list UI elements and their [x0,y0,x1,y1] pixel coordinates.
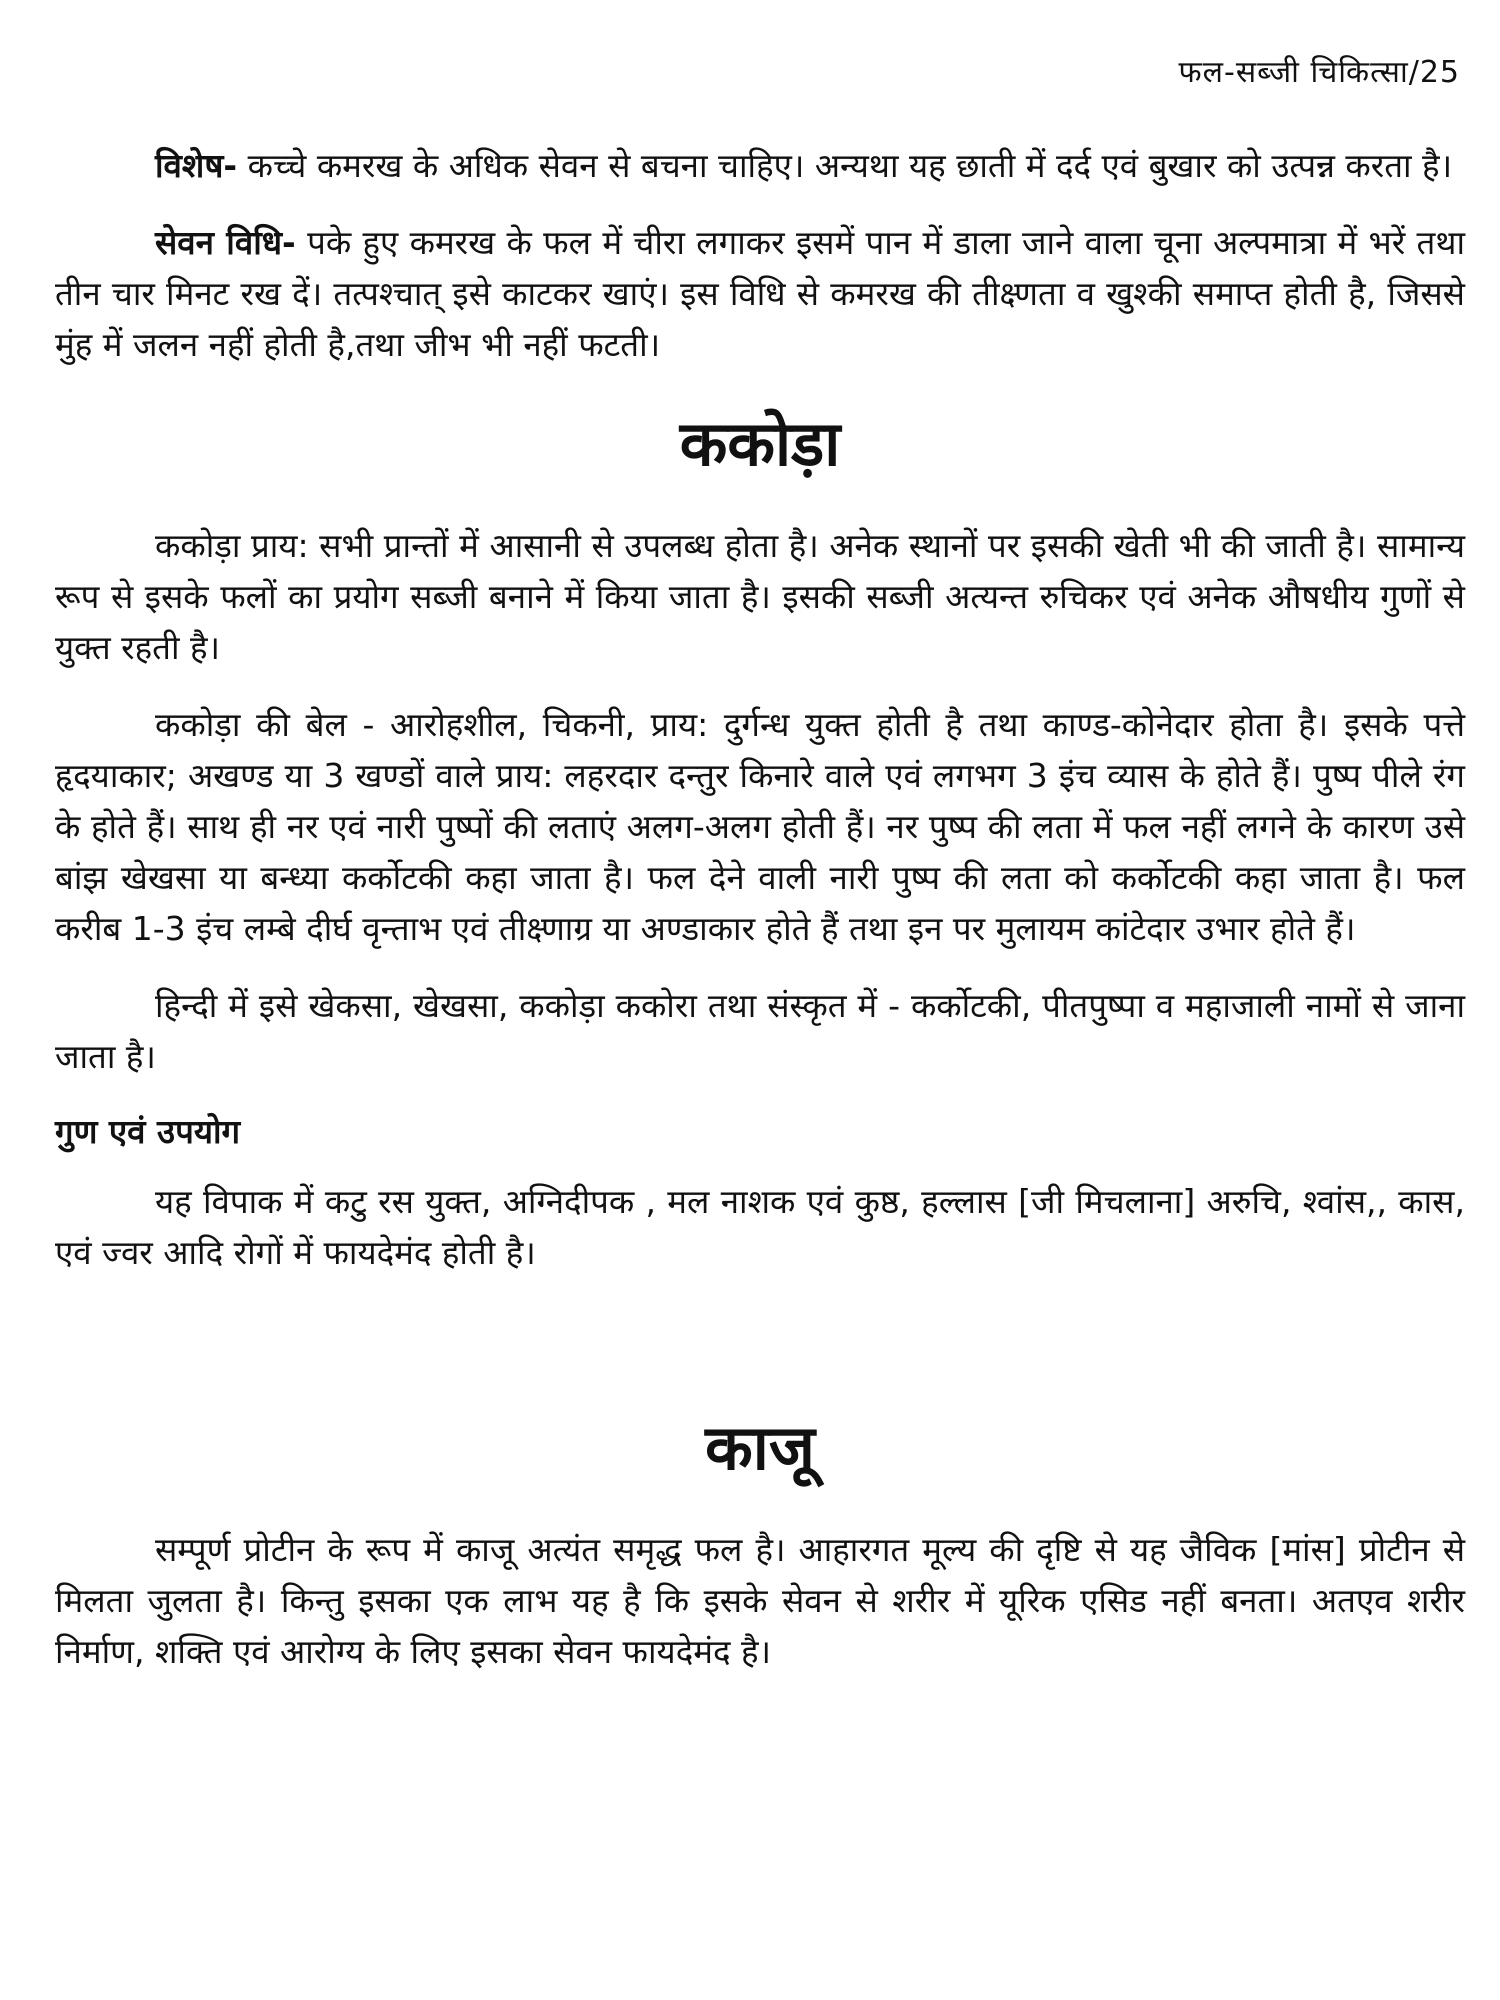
usage-method-text: पके हुए कमरख के फल में चीरा लगाकर इसमें पान में डाला जाने वाला चूना अल्पमात्रा में भरें तथा तीन चार मिनट रख दें। तत्पश्चात् इसे काटकर खाएं। इस विधि से कमरख की तीक्ष्णता व खुश्की समाप्त होती है, जिससे मुंह में जलन नहीं होती है,तथा जीभ भी नहीं फटती। [55,223,1465,364]
kaju-paragraph-1: सम्पूर्ण प्रोटीन के रूप में काजू अत्यंत समृद्ध फल है। आहारगत मूल्य की दृष्टि से यह जैविक [मांस] प्रोटीन से मिलता जुलता है। किन्तु इसका एक लाभ यह है कि इसके सेवन से शरीर में यूरिक एसिड नहीं बनता। अतएव शरीर निर्माण, शक्ति एवं आरोग्य के लिए इसका सेवन फायदेमंद है। [55,1530,1465,1671]
special-note-text: कच्चे कमरख के अधिक सेवन से बचना चाहिए। अन्यथा यह छाती में दर्द एवं बुखार को उत्पन्न करता है। [237,146,1453,185]
section-title-kakoda: ककोड़ा [679,407,841,480]
properties-heading: गुण एवं उपयोग [55,1112,241,1151]
kakoda-paragraph-2: ककोड़ा की बेल - आरोहशील, चिकनी, प्राय: दुर्गन्ध युक्त होती है तथा काण्ड-कोनेदार होता है। इसके पत्ते हृदयाकार; अखण्ड या 3 खण्डों वाले प्राय: लहरदार दन्तुर किनारे वाले एवं लगभग 3 इंच व्यास के होते हैं। पुष्प पीले रंग के होते हैं। साथ ही नर एवं नारी पुष्पों की लताएं अलग-अलग होती हैं। नर पुष्प की लता में फल नहीं लगने के कारण उसे बांझ खेखसा या बन्ध्या कर्कोटकी कहा जाता है। फल देने वाली नारी पुष्प की लता को कर्कोटकी कहा जाता है। फल करीब 1-3 इंच लम्बे दीर्घ वृन्ताभ एवं तीक्ष्णाग्र या अण्डाकार होते हैं तथा इन पर मुलायम कांटेदार उभार होते हैं। [55,705,1465,948]
kakoda-paragraph-3: हिन्दी में इसे खेकसा, खेखसा, ककोड़ा ककोरा तथा संस्कृत में - कर्कोटकी, पीतपुष्पा व महाजाली नामों से जाना जाता है। [55,986,1465,1076]
paragraph-special-note [55,140,1465,191]
paragraph-usage-method [55,217,1465,370]
usage-method-label: सेवन विधि- [155,223,296,262]
kakoda-paragraph-4: यह विपाक में कटु रस युक्त, अग्निदीपक , मल नाशक एवं कुष्ठ, हल्लास [जी मिचलाना] अरुचि, श्वांस,, कास, एवं ज्वर आदि रोगों में फायदेमंद होती है। [55,1182,1465,1272]
running-header: फल-सब्जी चिकित्सा/25 [1178,55,1460,90]
kakoda-paragraph-1: ककोड़ा प्राय: सभी प्रान्तों में आसानी से उपलब्ध होता है। अनेक स्थानों पर इसकी खेती भी की जाती है। सामान्य रूप से इसके फलों का प्रयोग सब्जी बनाने में किया जाता है। इसकी सब्जी अत्यन्त रुचिकर एवं अनेक औषधीय गुणों से युक्त रहती है। [55,526,1465,667]
page-content [55,140,1465,1703]
section-title-kaju: काजू [705,1411,815,1484]
special-note-label: विशेष- [155,146,238,185]
section-spacer [55,1304,1465,1374]
